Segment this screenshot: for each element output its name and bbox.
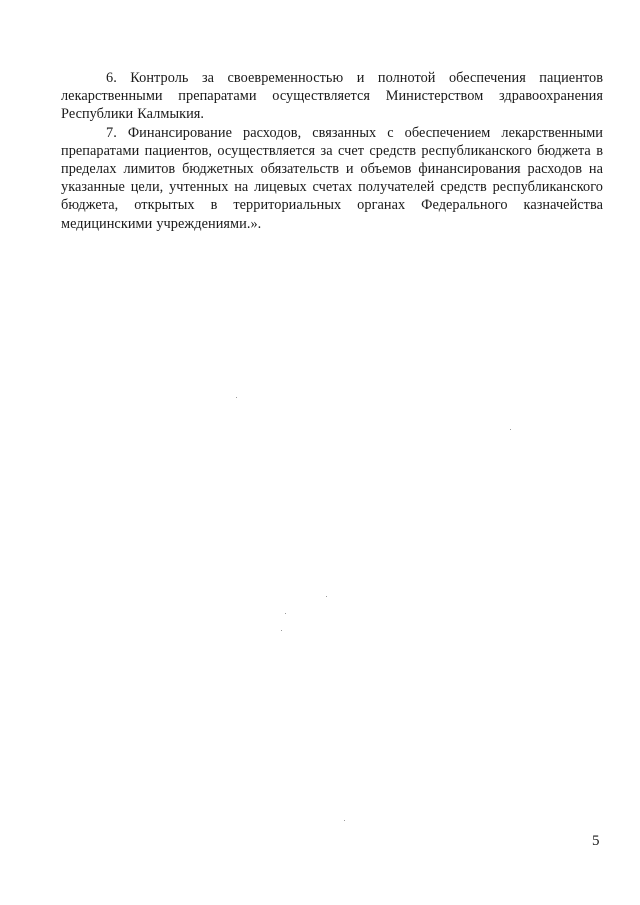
document-body (61, 69, 603, 233)
scan-speck (236, 397, 237, 398)
paragraph-7: 7. Финансирование расходов, связанных с обеспечением лекарственными препаратами пациентов, осуществляется за счет средств республиканского бюджета в пределах лимитов бюджетных обязательств и объемов финансирования расходов на указанные цели, учтенных на лицевых счетах получателей средств республиканского бюджета, открытых в территориальных органах Федерального казначейства медицинскими учреждениями.». (61, 124, 603, 232)
scan-speck (344, 820, 345, 821)
scan-speck (510, 429, 511, 430)
scan-speck (326, 596, 327, 597)
scan-speck (281, 630, 282, 631)
paragraph-6: 6. Контроль за своевременностью и полнотой обеспечения пациентов лекарственными препаратами осуществляется Министерством здравоохранения Республики Калмыкия. (61, 70, 603, 123)
scan-speck (285, 613, 286, 614)
page-number: 5 (592, 833, 600, 849)
